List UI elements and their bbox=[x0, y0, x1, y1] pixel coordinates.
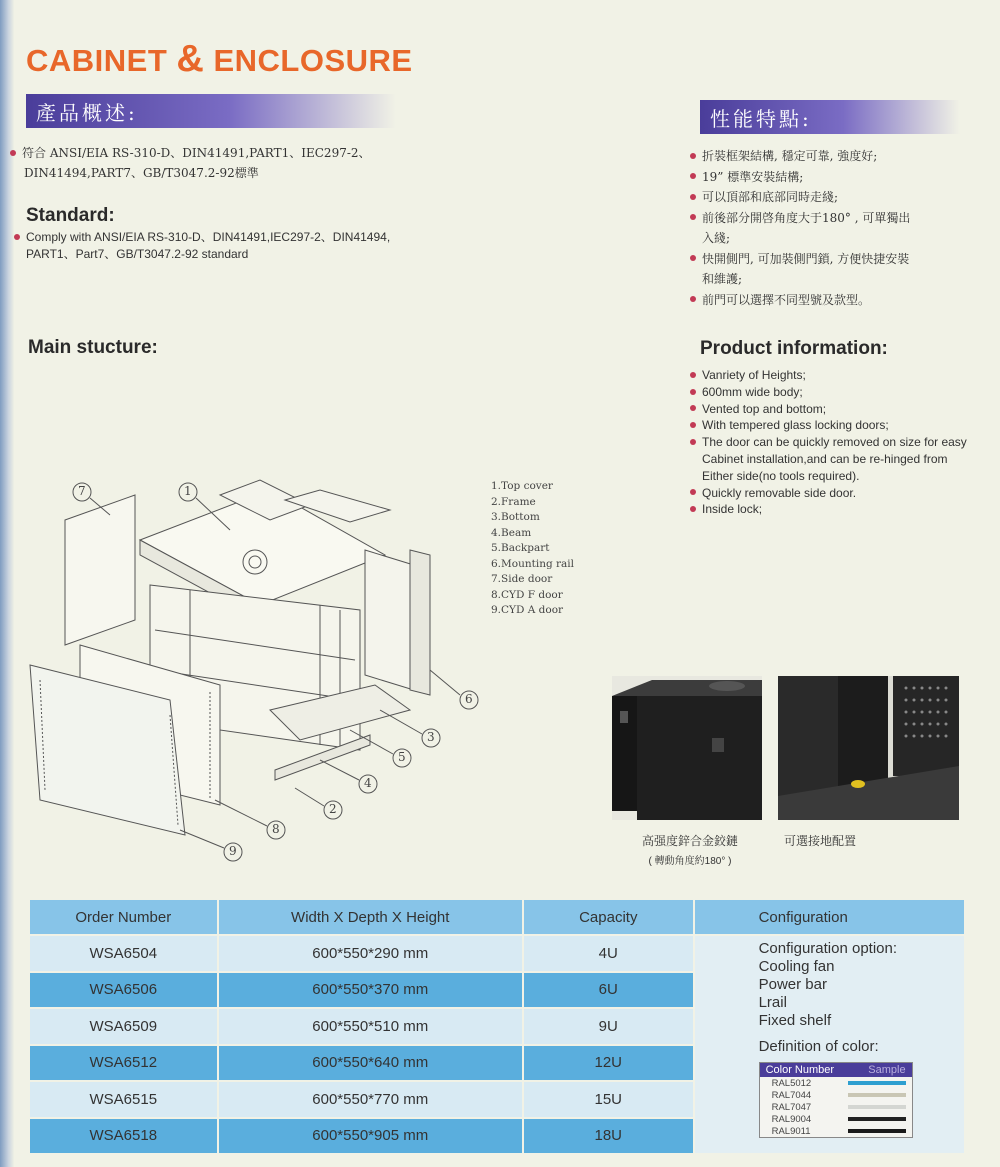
col-capacity: Capacity bbox=[524, 900, 693, 934]
dimensions: 600*550*290 mm bbox=[219, 936, 522, 971]
bullet-dot bbox=[14, 234, 20, 240]
callout-7: 7 bbox=[78, 484, 86, 498]
order-number: WSA6512 bbox=[30, 1046, 217, 1081]
capacity: 9U bbox=[524, 1009, 693, 1044]
side-door-shape bbox=[65, 495, 135, 645]
config-option: Power bar bbox=[758, 976, 827, 993]
capacity: 4U bbox=[524, 936, 693, 971]
color-table bbox=[759, 1062, 913, 1138]
bullet-dot bbox=[10, 150, 16, 156]
parts-list: 1.Top cover 2.Frame 3.Bottom 4.Beam 5.Backpart 6.Mounting rail 7.Side door 8.CYD F door 9.CYD A door bbox=[491, 480, 575, 616]
callout-2: 2 bbox=[329, 802, 337, 816]
capacity: 15U bbox=[524, 1082, 693, 1117]
capacity: 18U bbox=[524, 1119, 693, 1154]
dimensions: 600*550*905 mm bbox=[219, 1119, 522, 1154]
capacity: 6U bbox=[524, 973, 693, 1008]
dimensions: 600*550*510 mm bbox=[219, 1009, 522, 1044]
order-number: WSA6515 bbox=[30, 1082, 217, 1117]
spec-table bbox=[28, 898, 966, 1155]
config-option: Fixed shelf bbox=[758, 1012, 832, 1029]
color-swatch bbox=[848, 1081, 906, 1085]
color-row: RAL9004 bbox=[760, 1113, 912, 1125]
callout-3: 3 bbox=[427, 730, 435, 744]
config-option: Lrail bbox=[758, 994, 787, 1011]
overview-cn-text: 符合 ANSI/EIA RS-310-D、DIN41491,PART1、IEC297-2、 DIN41494,PART7、GB/T3047.2-92標準 bbox=[10, 143, 371, 183]
col-dimensions: Width X Depth X Height bbox=[219, 900, 522, 934]
table-header-row bbox=[30, 900, 964, 934]
standard-text: Comply with ANSI/EIA RS-310-D、DIN41491,IEC297-2、DIN41494, PART1、Part7、GB/T3047.2-92 standard bbox=[14, 229, 390, 263]
exploded-diagram bbox=[20, 470, 490, 870]
hinge-caption: 高强度鋅合金鉸鏈 ( 轉動角度約180° ) bbox=[641, 834, 738, 867]
color-row: RAL9011 bbox=[760, 1125, 912, 1137]
config-title: Configuration option: bbox=[758, 940, 898, 957]
color-swatch bbox=[848, 1129, 906, 1133]
table-row bbox=[30, 936, 964, 971]
color-row: RAL7047 bbox=[760, 1101, 912, 1113]
callout-4: 4 bbox=[364, 776, 372, 790]
grounding-photo bbox=[778, 676, 959, 820]
page-title: CABINET & ENCLOSURE bbox=[26, 38, 413, 80]
color-swatch bbox=[848, 1117, 906, 1121]
main-structure-heading: Main stucture: bbox=[28, 337, 158, 358]
dimensions: 600*550*770 mm bbox=[219, 1082, 522, 1117]
order-number: WSA6509 bbox=[30, 1009, 217, 1044]
dimensions: 600*550*370 mm bbox=[219, 973, 522, 1008]
color-swatch bbox=[848, 1093, 906, 1097]
color-definition-title: Definition of color: bbox=[758, 1038, 879, 1055]
features-list: 折裝框架結構, 穩定可靠, 強度好; 19” 標準安裝結構; 可以頂部和底部同時走綫; 前後部分開啓角度大于180° , 可單獨出 入綫; 快開側門, 可加裝側門鎖, 方便快捷安裝 和維護; 前門可以選擇不同型號及款型。 bbox=[690, 146, 970, 310]
callout-6: 6 bbox=[465, 692, 473, 706]
product-info-list: Vanriety of Heights; 600mm wide body; Vented top and bottom; With tempered glass locking doors; The door can be quickly removed on size for easy Cabinet installation,and can be re-hinged from Either side(no tools required). Quickly removable side door. Inside lock; bbox=[690, 367, 980, 518]
order-number: WSA6504 bbox=[30, 936, 217, 971]
col-configuration: Configuration bbox=[695, 900, 964, 934]
product-info-heading: Product information: bbox=[700, 338, 888, 359]
order-number: WSA6518 bbox=[30, 1119, 217, 1154]
callout-9: 9 bbox=[229, 844, 237, 858]
color-row: RAL7044 bbox=[760, 1089, 912, 1101]
hinge-photo bbox=[612, 676, 762, 820]
color-table-header: Color Number Sample bbox=[760, 1063, 912, 1077]
grounding-caption: 可選接地配置 bbox=[783, 834, 856, 848]
dimensions: 600*550*640 mm bbox=[219, 1046, 522, 1081]
features-heading: 性能特點: bbox=[700, 100, 960, 134]
order-number: WSA6506 bbox=[30, 973, 217, 1008]
capacity: 12U bbox=[524, 1046, 693, 1081]
col-order-number: Order Number bbox=[30, 900, 217, 934]
color-row: RAL5012 bbox=[760, 1077, 912, 1089]
callout-1: 1 bbox=[184, 484, 192, 498]
standard-heading: Standard: bbox=[26, 205, 115, 226]
overview-heading: 產品概述: bbox=[26, 94, 396, 128]
callout-8: 8 bbox=[272, 822, 280, 836]
config-option: Cooling fan bbox=[758, 958, 835, 975]
callout-5: 5 bbox=[398, 750, 406, 764]
color-swatch bbox=[848, 1105, 906, 1109]
configuration-cell bbox=[695, 936, 964, 1153]
